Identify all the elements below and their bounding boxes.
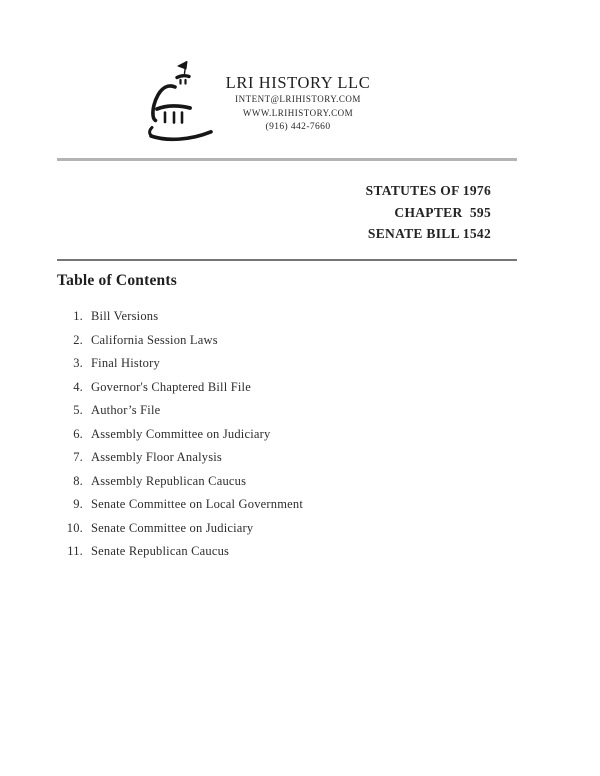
horizontal-rule-bottom: [57, 259, 517, 261]
toc-item: [0, 517, 600, 541]
toc-heading: Table of Contents: [57, 272, 177, 289]
toc-item-label: Governor's Chaptered Bill File: [91, 379, 251, 394]
toc-item-label: Assembly Committee on Judiciary: [91, 426, 271, 441]
toc-item-label: Assembly Republican Caucus: [91, 473, 247, 488]
toc-item-number: 7.: [73, 450, 83, 465]
company-website: WWW.LRIHISTORY.COM: [242, 108, 354, 118]
toc-item-number: 10.: [66, 520, 83, 535]
toc-item-number: 9.: [73, 497, 83, 512]
company-name: LRI HISTORY LLC: [225, 73, 371, 92]
toc-item: [0, 329, 600, 353]
toc-item-label: Bill Versions: [91, 309, 159, 324]
case-reference-block: [58, 180, 491, 245]
toc-item: [0, 493, 600, 517]
chapter-line: CHAPTER 595: [394, 204, 491, 220]
toc-item-label: Senate Committee on Judiciary: [91, 520, 254, 535]
toc-item-label: California Session Laws: [91, 332, 218, 347]
bill-line: SENATE BILL 1542: [367, 226, 491, 241]
toc-item-number: 11.: [67, 544, 83, 559]
toc-item-label: Assembly Floor Analysis: [91, 450, 222, 465]
toc-item-number: 8.: [73, 473, 83, 488]
toc-item-number: 1.: [73, 309, 83, 324]
toc-item-number: 3.: [73, 356, 83, 371]
toc-item: [0, 305, 600, 329]
toc-item-number: 5.: [73, 403, 83, 418]
toc-item-label: Final History: [91, 356, 160, 371]
toc-item-number: 2.: [73, 332, 83, 347]
toc-item: [0, 470, 600, 494]
toc-item-label: Author’s File: [91, 403, 161, 418]
company-phone: (916) 442-7660: [265, 122, 331, 132]
toc-item-number: 6.: [73, 426, 83, 441]
toc-item: [0, 352, 600, 376]
toc-item-number: 4.: [73, 379, 83, 394]
toc-item: [0, 446, 600, 470]
toc-item: [0, 376, 600, 400]
horizontal-rule-top: [57, 158, 517, 161]
toc-item: [0, 423, 600, 447]
toc-item-label: Senate Republican Caucus: [91, 544, 230, 559]
company-email: INTENT@LRIHISTORY.COM: [235, 94, 361, 104]
toc-list: [0, 305, 600, 564]
toc-item: [0, 399, 600, 423]
letterhead: [158, 73, 438, 134]
statutes-line: STATUTES OF 1976: [365, 183, 491, 198]
toc-item-label: Senate Committee on Local Government: [91, 497, 304, 512]
toc-item: [0, 540, 600, 564]
